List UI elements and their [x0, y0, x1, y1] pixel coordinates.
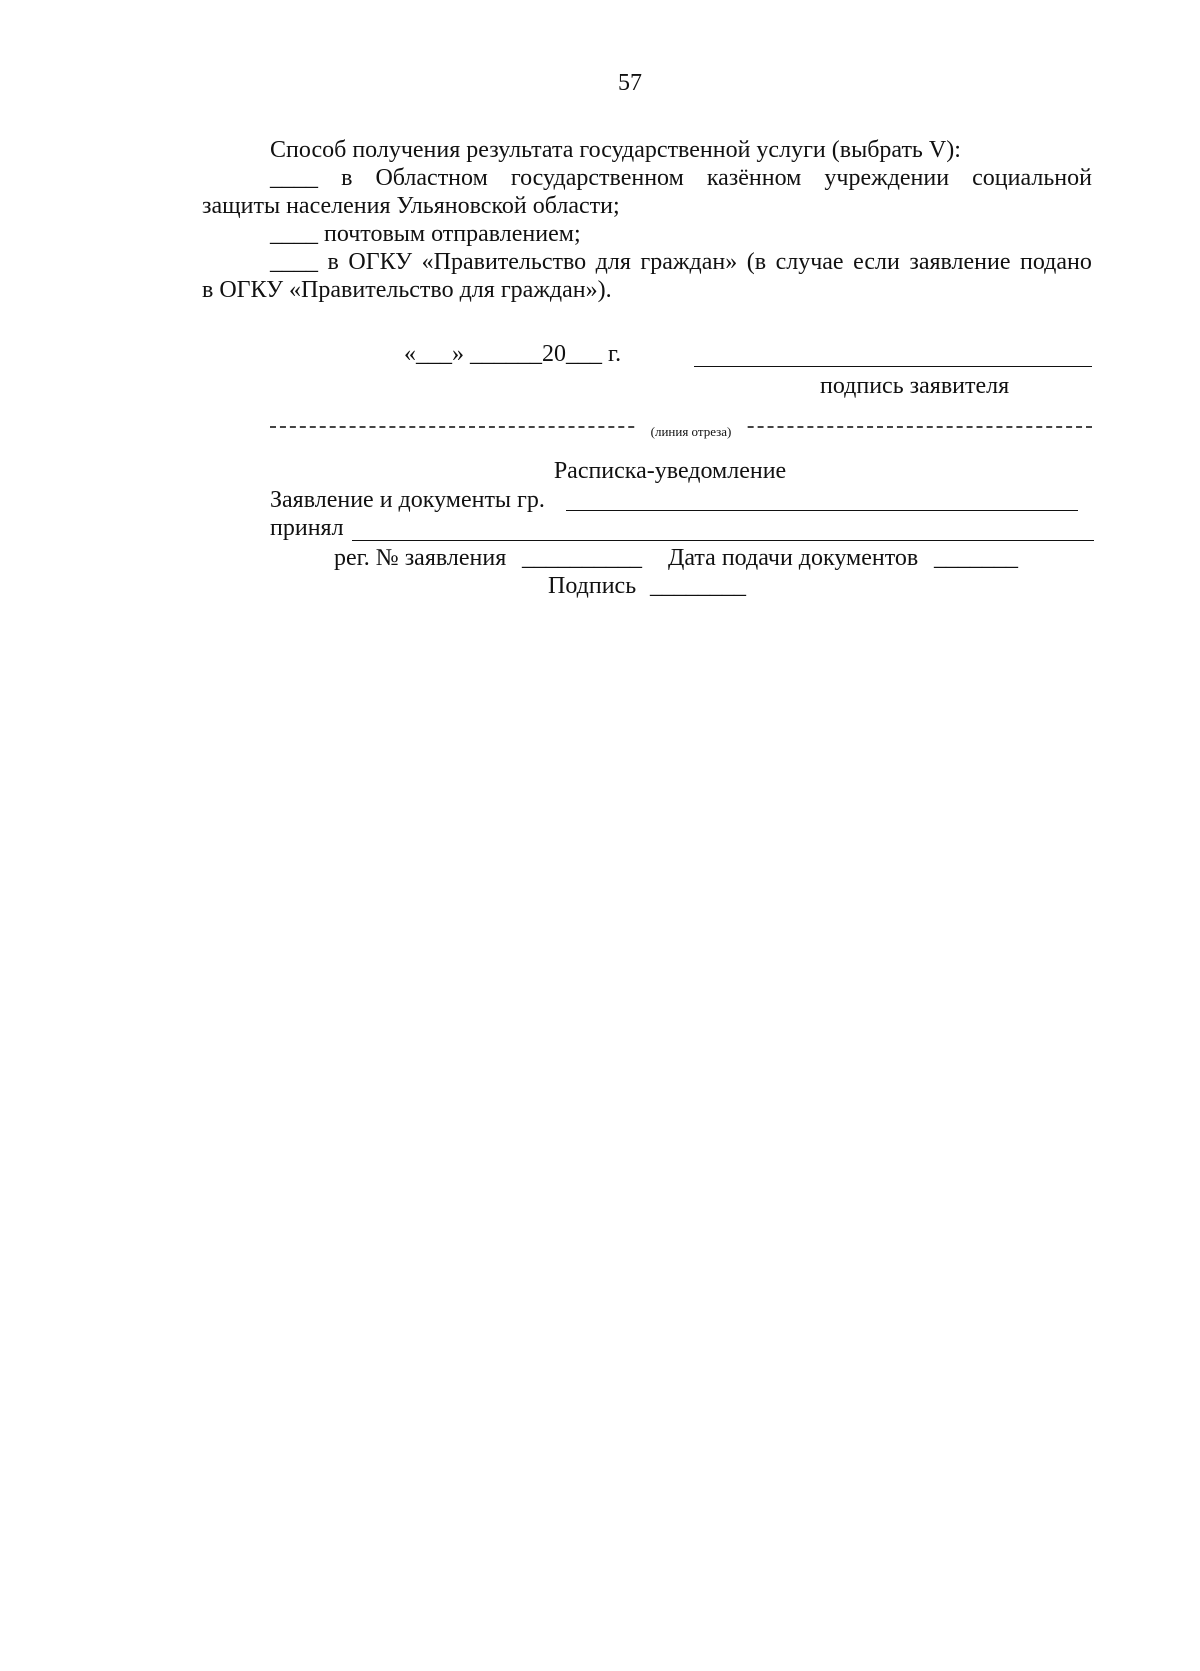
option-3-line-2: в ОГКУ «Правительство для граждан»). [202, 277, 612, 303]
option-1-word: социальной [972, 165, 1092, 191]
received-from-blank [566, 510, 1078, 511]
accepted-blank [352, 540, 1094, 541]
option-1-word: Областном [375, 165, 488, 191]
option-3-word: если [853, 249, 900, 275]
option-3-word: для [595, 249, 631, 275]
option-3-word: в [327, 249, 339, 275]
date-line: «___» ______20___ г. [404, 341, 622, 367]
applicant-signature-line [694, 366, 1092, 367]
option-1-word: ____ [270, 165, 318, 191]
option-1-line-1 [270, 164, 1092, 192]
option-3-word: (в [746, 249, 767, 275]
signature-label: Подпись [548, 573, 637, 599]
reg-number-label: рег. № заявления [334, 545, 507, 571]
option-3-line-1 [270, 248, 1092, 276]
method-heading: Способ получения результата государственной услуги (выбрать V): [270, 137, 961, 163]
option-3-word: заявление [909, 249, 1011, 275]
submission-date-blank: _______ [934, 545, 1018, 571]
option-3-word: «Правительство [421, 249, 587, 275]
accepted-label: принял [270, 515, 344, 541]
option-3-word: случае [775, 249, 844, 275]
option-1-word: в [341, 165, 353, 191]
page-number: 57 [618, 70, 642, 96]
option-1-line-2: защиты населения Ульяновской области; [202, 193, 620, 219]
signature-blank: ________ [650, 573, 746, 599]
applicant-signature-caption: подпись заявителя [820, 373, 1010, 399]
receipt-title: Расписка-уведомление [553, 458, 787, 484]
option-3-word: ОГКУ [348, 249, 413, 275]
option-3-word: ____ [270, 249, 318, 275]
option-1-word: государственном [510, 165, 684, 191]
cut-line-caption: (линия отреза) [636, 425, 746, 439]
received-from-label: Заявление и документы гр. [270, 487, 545, 513]
option-2: ____ почтовым отправлением; [270, 221, 581, 247]
option-1-word: учреждении [824, 165, 950, 191]
reg-number-blank: __________ [522, 545, 642, 571]
option-3-word: граждан» [640, 249, 738, 275]
option-3-word: подано [1020, 249, 1092, 275]
option-1-word: казённом [706, 165, 802, 191]
submission-date-label: Дата подачи документов [668, 545, 919, 571]
